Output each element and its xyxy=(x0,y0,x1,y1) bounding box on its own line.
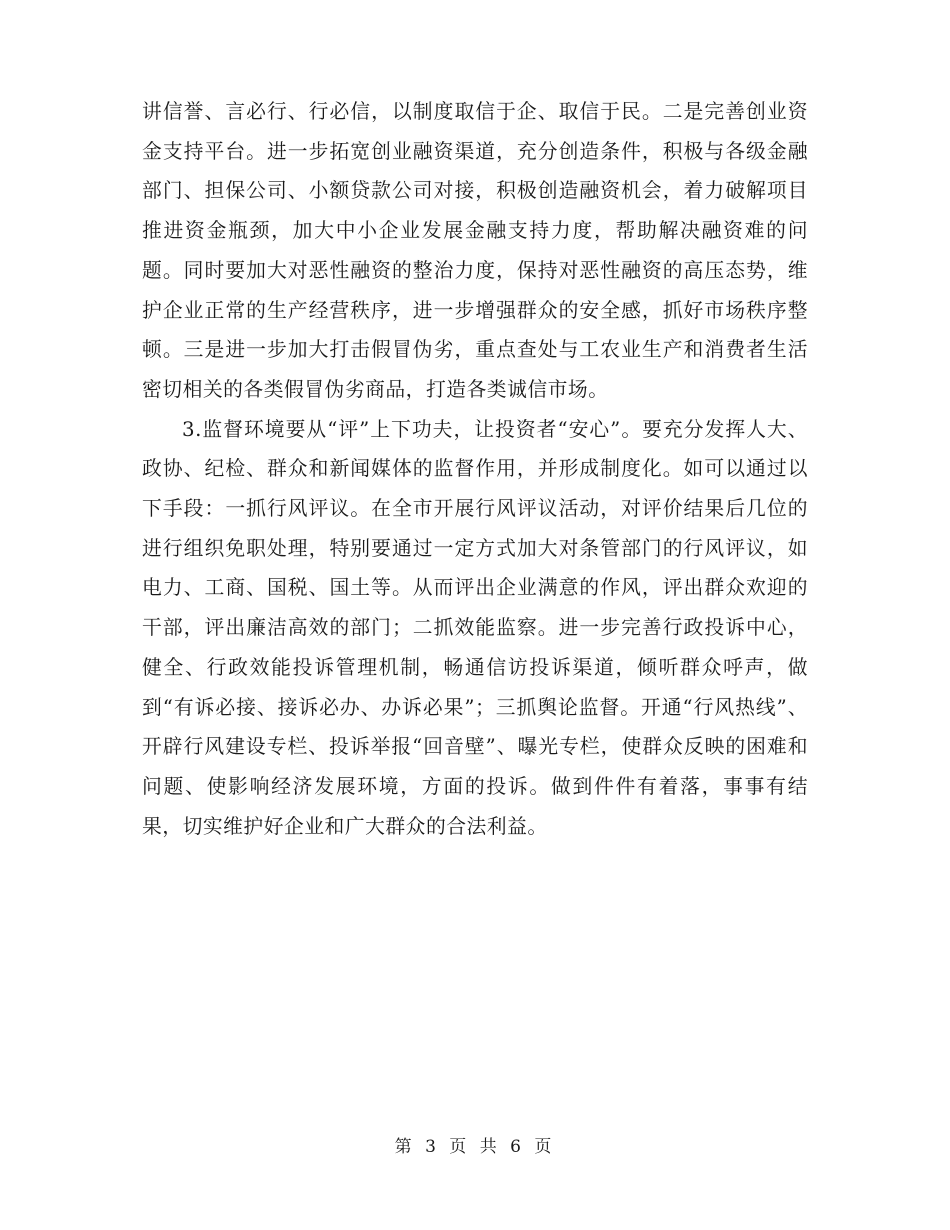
page-number-footer: 第 3 页 共 6 页 xyxy=(394,1137,556,1157)
document-body xyxy=(142,92,808,846)
paragraph-continuation: 讲信誉、言必行、行必信，以制度取信于企、取信于民。二是完善创业资金支持平台。进一步拓宽创业融资渠道，充分创造条件，积极与各级金融部门、担保公司、小额贷款公司对接，积极创造融资机会，着力破解项目推进资金瓶颈，加大中小企业发展金融支持力度，帮助解决融资难的问题。同时要加大对恶性融资的整治力度，保持对恶性融资的高压态势，维护企业正常的生产经营秩序，进一步增强群众的安全感，抓好市场秩序整顿。三是进一步加大打击假冒伪劣，重点查处与工农业生产和消费者生活密切相关的各类假冒伪劣商品，打造各类诚信市场。 xyxy=(142,100,808,401)
paragraph-supervision-environment: 3.监督环境要从“评”上下功夫，让投资者“安心”。要充分发挥人大、政协、纪检、群众和新闻媒体的监督作用，并形成制度化。如可以通过以下手段：一抓行风评议。在全市开展行风评议活动，对评价结果后几位的进行组织免职处理，特别要通过一定方式加大对条管部门的行风评议，如电力、工商、国税、国土等。从而评出企业满意的作风，评出群众欢迎的干部，评出廉洁高效的部门；二抓效能监察。进一步完善行政投诉中心，健全、行政效能投诉管理机制，畅通信访投诉渠道，倾听群众呼声，做到“有诉必接、接诉必办、办诉必果”；三抓舆论监督。开通“行风热线”、开辟行风建设专栏、投诉举报“回音壁”、曝光专栏，使群众反映的困难和问题、使影响经济发展环境，方面的投诉。做到件件有着落，事事有结果，切实维护好企业和广大群众的合法利益。 xyxy=(142,417,808,838)
